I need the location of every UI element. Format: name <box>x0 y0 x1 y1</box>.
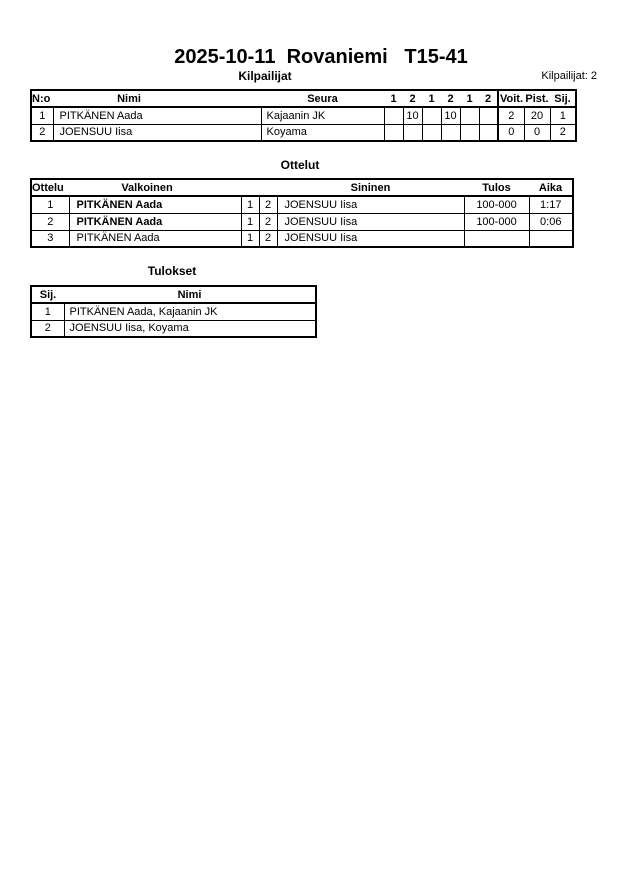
col-header-time: Aika <box>529 179 573 196</box>
cell-score-5 <box>460 124 479 141</box>
cell-match-no: 1 <box>31 196 69 213</box>
col-header-wins: Voit. <box>498 90 524 107</box>
cell-name: PITKÄNEN Aada, Kajaanin JK <box>64 303 316 320</box>
col-header-round-4: 2 <box>441 90 460 107</box>
cell-place: 2 <box>31 320 64 337</box>
cell-flag-1: 1 <box>241 196 259 213</box>
result-row <box>31 320 316 337</box>
cell-score-4 <box>441 124 460 141</box>
col-header-spacer-1 <box>241 179 259 196</box>
col-header-no: N:o <box>31 90 53 107</box>
col-header-white: Valkoinen <box>69 179 241 196</box>
cell-wins: 0 <box>498 124 524 141</box>
col-header-name: Nimi <box>53 90 261 107</box>
results-table <box>30 285 317 338</box>
cell-blue-name: JOENSUU Iisa <box>277 213 464 230</box>
cell-flag-2: 2 <box>259 213 277 230</box>
cell-name: JOENSUU Iisa <box>53 124 261 141</box>
cell-place: 1 <box>31 303 64 320</box>
cell-score-4: 10 <box>441 107 460 124</box>
cell-no: 2 <box>31 124 53 141</box>
col-header-round-1: 1 <box>384 90 403 107</box>
competitor-row <box>31 124 576 141</box>
col-header-result: Tulos <box>464 179 529 196</box>
cell-score-5 <box>460 107 479 124</box>
cell-name: JOENSUU Iisa, Koyama <box>64 320 316 337</box>
cell-no: 1 <box>31 107 53 124</box>
col-header-name: Nimi <box>64 286 316 303</box>
competitors-table <box>30 89 577 142</box>
cell-score-1 <box>384 124 403 141</box>
cell-name: PITKÄNEN Aada <box>53 107 261 124</box>
cell-flag-1: 1 <box>241 230 259 247</box>
col-header-round-3: 1 <box>422 90 441 107</box>
cell-place: 1 <box>550 107 576 124</box>
matches-table <box>30 178 574 248</box>
cell-time: 0:06 <box>529 213 573 230</box>
match-row <box>31 213 573 230</box>
col-header-points: Pist. <box>524 90 550 107</box>
cell-score-3 <box>422 124 441 141</box>
col-header-place: Sij. <box>550 90 576 107</box>
col-header-place: Sij. <box>31 286 64 303</box>
col-header-spacer-2 <box>259 179 277 196</box>
cell-score-3 <box>422 107 441 124</box>
cell-score-2: 10 <box>403 107 422 124</box>
cell-flag-2: 2 <box>259 230 277 247</box>
cell-place: 2 <box>550 124 576 141</box>
cell-time: 1:17 <box>529 196 573 213</box>
col-header-match: Ottelu <box>31 179 69 196</box>
cell-result <box>464 230 529 247</box>
cell-score-2 <box>403 124 422 141</box>
result-row <box>31 303 316 320</box>
cell-match-no: 2 <box>31 213 69 230</box>
competitors-heading: Kilpailijat <box>238 69 292 83</box>
cell-white-name: PITKÄNEN Aada <box>69 213 241 230</box>
cell-club: Koyama <box>261 124 384 141</box>
cell-score-6 <box>479 124 498 141</box>
competitor-row <box>31 107 576 124</box>
cell-points: 0 <box>524 124 550 141</box>
col-header-round-6: 2 <box>479 90 498 107</box>
cell-points: 20 <box>524 107 550 124</box>
match-row <box>31 196 573 213</box>
col-header-club: Seura <box>261 90 384 107</box>
competitors-count-label: Kilpailijat: 2 <box>541 70 597 82</box>
col-header-round-5: 1 <box>460 90 479 107</box>
cell-match-no: 3 <box>31 230 69 247</box>
cell-club: Kajaanin JK <box>261 107 384 124</box>
cell-flag-2: 2 <box>259 196 277 213</box>
cell-result: 100-000 <box>464 213 529 230</box>
col-header-blue: Sininen <box>277 179 464 196</box>
cell-score-6 <box>479 107 498 124</box>
page-title: 2025-10-11 Rovaniemi T15-41 <box>174 46 468 68</box>
matches-header-row <box>31 179 573 196</box>
col-header-round-2: 2 <box>403 90 422 107</box>
competitors-header-row <box>31 90 576 107</box>
results-header-row <box>31 286 316 303</box>
matches-heading: Ottelut <box>280 158 320 172</box>
cell-flag-1: 1 <box>241 213 259 230</box>
cell-white-name: PITKÄNEN Aada <box>69 230 241 247</box>
cell-white-name: PITKÄNEN Aada <box>69 196 241 213</box>
results-heading: Tulokset <box>147 264 197 278</box>
cell-blue-name: JOENSUU Iisa <box>277 196 464 213</box>
cell-time <box>529 230 573 247</box>
match-row <box>31 230 573 247</box>
cell-score-1 <box>384 107 403 124</box>
cell-result: 100-000 <box>464 196 529 213</box>
cell-wins: 2 <box>498 107 524 124</box>
cell-blue-name: JOENSUU Iisa <box>277 230 464 247</box>
